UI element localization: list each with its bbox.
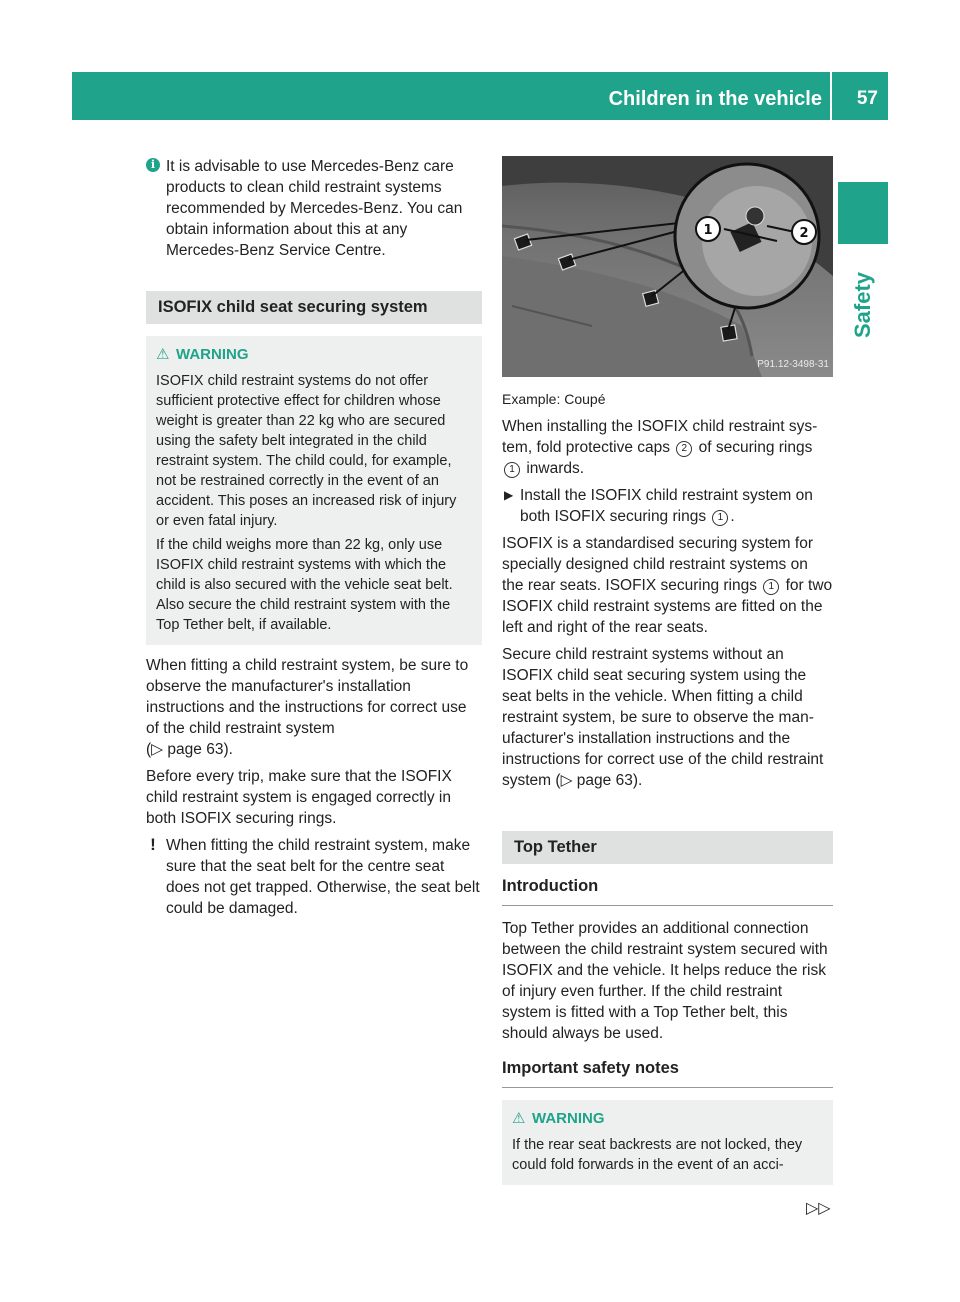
warning-box: [502, 1100, 833, 1185]
warning-triangle-icon: ⚠: [156, 346, 170, 363]
marker-1: 1: [703, 223, 713, 238]
subheading-introduction: Introduction: [502, 876, 833, 906]
page-reference[interactable]: page 63: [576, 772, 633, 789]
info-note: i It is advisable to use Mercedes-Benz care products to clean child restraint systems recommended by Mercedes-Benz. You can obtain information about this at any Mercedes-Benz Service Centre.: [146, 156, 482, 261]
isofix-photo: [502, 156, 833, 377]
marker-1-inline: 1: [504, 462, 520, 478]
section-title-top-tether: Top Tether: [502, 831, 833, 864]
side-tab-label: Safety: [850, 271, 875, 339]
warning-text: If the rear seat backrests are not locked, they could fold forwards in the event of an acci-: [512, 1137, 803, 1173]
warning-title: ⚠ WARNING: [512, 1110, 605, 1127]
left-column: [146, 156, 482, 925]
page-ref-arrow-icon: ▷: [151, 741, 164, 758]
subheading-safety-notes: Important safety notes: [502, 1058, 833, 1088]
paragraph: When fitting a child restraint system, be sure to observe the manufacturer's installation instructions and the instructions for correct use of the child restraint system (▷ page 63).: [146, 657, 469, 758]
right-column: [502, 156, 833, 1195]
paragraph: When installing the ISOFIX child restraint sys- tem, fold protective caps 2 of securing rings 1 inwards.: [502, 418, 818, 477]
continue-arrows-icon: ▷▷: [806, 1200, 831, 1217]
exclamation-icon: !: [150, 835, 156, 854]
marker-2-inline: 2: [676, 441, 692, 457]
marker-1-inline: 1: [763, 579, 779, 595]
warning-text: ISOFIX child restraint systems do not offer sufficient protective effect for children whose weight is greater than 22 kg who are secured using the safety belt integrated in the child restraint system. The child could, for example, not be restrained correctly in the event of an accident. This poses an increased risk of injury or even fatal injury.: [156, 373, 457, 529]
instruction-step: ▶ Install the ISOFIX child restraint system on both ISOFIX securing rings 1 .: [504, 487, 813, 525]
caution-note: ! When fitting the child restraint system, make sure that the seat belt for the centre seat does not get trapped. Otherwise, the seat belt could be damaged.: [146, 835, 482, 919]
image-caption: Example: Coupé: [502, 391, 606, 407]
paragraph: Secure child restraint systems without an ISOFIX child seat securing system using the seat belts in the vehicle. When fitting a child restraint system, be sure to observe the man- ufacturer's installation instructions and the instructions for correct use of the child restraint system (▷ page 63).: [502, 646, 824, 789]
marker-1-inline: 1: [712, 510, 728, 526]
warning-title: ⚠ WARNING: [156, 346, 249, 363]
paragraph: Before every trip, make sure that the ISOFIX child restraint system is engaged correctly in both ISOFIX securing rings.: [146, 768, 452, 827]
warning-text: If the child weighs more than 22 kg, only use ISOFIX child restraint systems with which the child is also secured with the vehicle seat belt. Also secure the child restraint system with the Top Tether belt, if available.: [156, 537, 453, 633]
side-tab-marker: [838, 182, 888, 244]
info-icon: i: [146, 158, 160, 172]
warning-triangle-icon: ⚠: [512, 1110, 526, 1127]
paragraph: ISOFIX is a standardised securing system for specially designed child restraint systems on the rear seats. ISOFIX securing rings 1 for two ISOFIX child restraint systems are fitted on the left and right of the rear seats.: [502, 535, 833, 636]
section-title-isofix: ISOFIX child seat securing system: [146, 291, 482, 324]
page-ref-arrow-icon: ▷: [560, 772, 573, 789]
warning-box: [146, 336, 482, 645]
step-arrow-icon: ▶: [504, 488, 514, 502]
isofix-illustration: [502, 156, 833, 377]
marker-2: 2: [799, 226, 809, 241]
photo-code: P91.12-3498-31: [757, 359, 829, 370]
header-bar: [72, 72, 888, 120]
paragraph: Top Tether provides an additional connection between the child restraint system secured with ISOFIX and the vehicle. It helps reduce the risk of injury even further. If the child restraint system is fitted with a Top Tether belt, this should always be used.: [502, 920, 828, 1042]
page-number: 57: [856, 88, 878, 109]
page-reference[interactable]: page 63: [167, 741, 224, 758]
header-divider: [830, 72, 832, 120]
chapter-title: Children in the vehicle: [608, 88, 822, 110]
